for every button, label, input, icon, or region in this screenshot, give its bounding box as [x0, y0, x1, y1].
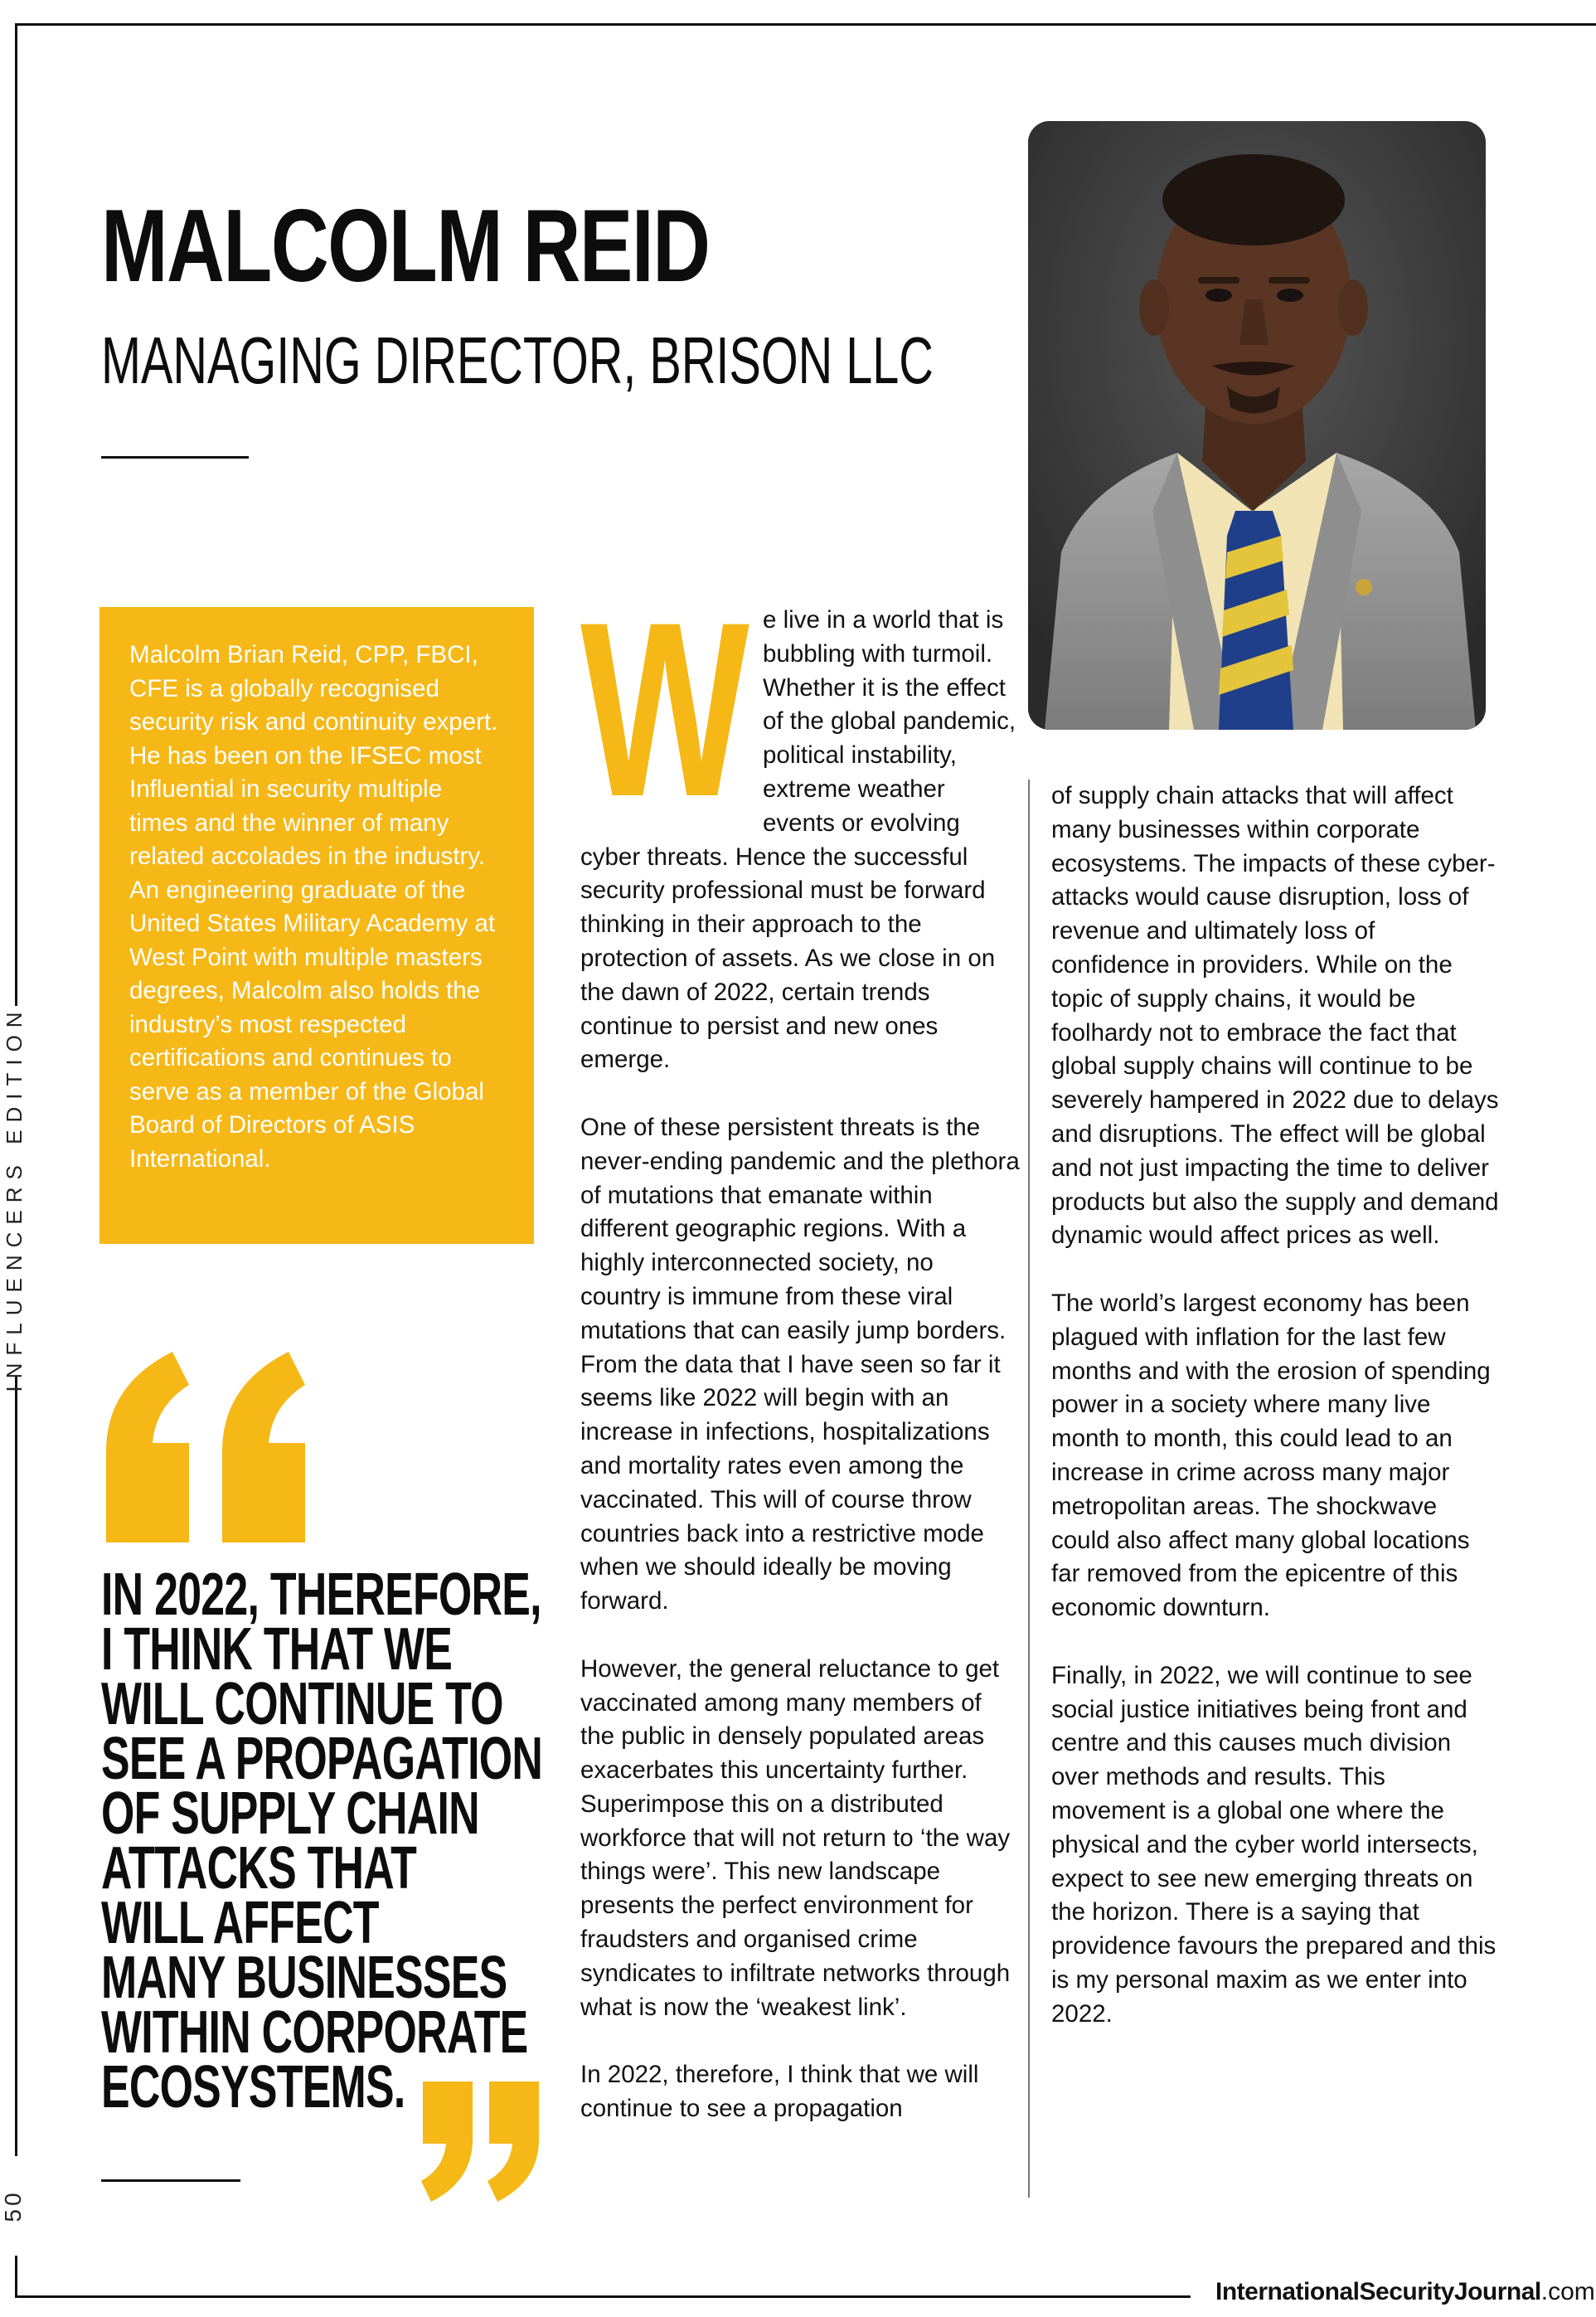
article-paragraph	[580, 570, 1020, 1077]
pull-quote-line: IN 2022, THEREFORE,	[101, 1562, 541, 1628]
frame-top-rule	[15, 23, 1596, 26]
article-paragraph: In 2022, therefore, I think that we will continue to see a propagation	[580, 2061, 979, 2123]
article-paragraph: One of these persistent threats is the never-ending pandemic and the plethora of mutations that emanate within different geographic regions. With a highly interconnected society, no country is immune from these viral mutations that can easily jump borders. From the data that I have seen so far it seems like 2022 will begin with an increase in infections, hospitalizations and mortality rates even among the vaccinated. This will of course throw countries back into a restrictive mode when we should ideally be moving forward.	[580, 1113, 1020, 1615]
edition-label: INFLUENCERS EDITION	[2, 1004, 27, 1392]
frame-bottom-rule	[15, 2295, 1191, 2298]
article-paragraph: of supply chain attacks that will affect many businesses within corporate ecosystems. The impacts of these cyber-attacks would cause disruption, loss of revenue and ultimately loss of confidence in providers. While on the topic of supply chains, it would be foolhardy not to embrace the fact that global supply chains will continue to be severely hampered in 2022 due to delays and disruptions. The effect will be global and not just impacting the time to deliver products but also the supply and demand dynamic would affect prices as well.	[1051, 782, 1499, 1250]
article-paragraph: However, the general reluctance to get vaccinated among many members of the public in densely populated areas exacerbates this uncertainty further. Superimpose this on a distributed workforce that will not return to ‘the way things were’. This new landscape presents the perfect environment for fraudsters and organised crime syndicates to infiltrate networks through what is now the ‘weakest link’.	[580, 1654, 1011, 2021]
pull-quote-line: I THINK THAT WE	[101, 1616, 453, 1683]
pull-quote-line: MANY BUSINESSES	[101, 1945, 507, 2011]
bio-box	[99, 607, 534, 1244]
footer-website-name: InternationalSecurityJournal	[1215, 2278, 1541, 2305]
pull-quote	[101, 1562, 543, 2120]
bio-text: Malcolm Brian Reid, CPP, FBCI, CFE is a globally recognised security risk and continuity expert. He has been on the IFSEC most Influential in security multiple times and the winner of many related accolades in the industry. An engineering graduate of the United States Military Academy at West Point with multiple masters degrees, Malcolm also holds the industry’s most respected certifications and continues to serve as a member of the Global Board of Directors of ASIS International.	[129, 641, 498, 1173]
pull-quote-line: ECOSYSTEMS.	[101, 2054, 405, 2120]
article-paragraph-text: e live in a world that is bubbling with turmoil. Whether it is the effect of the global pandemic, political instability, extreme weather events or evolving cyber threats. Hence the successful security professional must be forward thinking in their approach to the protection of assets. As we close in on the dawn of 2022, certain trends continue to persist and new ones emerge.	[580, 606, 1016, 1074]
pull-quote-line: ATTACKS THAT	[101, 1835, 417, 1902]
column-divider	[1028, 780, 1030, 2198]
pull-quote-line: OF SUPPLY CHAIN	[101, 1780, 479, 1847]
quote-divider	[101, 2179, 240, 2182]
pull-quote-line: WILL AFFECT	[101, 1890, 379, 1956]
page-number: 50	[0, 2189, 26, 2222]
portrait-photo	[1028, 121, 1486, 730]
person-role: MANAGING DIRECTOR, BRISON LLC	[101, 323, 934, 397]
article-paragraph: The world’s largest economy has been plagued with inflation for the last few months and with the erosion of spending power in a society where many live month to month, this could lead to an increase in crime across many major metropolitan areas. The shockwave could also affect many global locations far removed from the epicentre of this economic downturn.	[1051, 1289, 1491, 1622]
article-paragraph: Finally, in 2022, we will continue to see social justice initiatives being front and centre and this causes much division over methods and results. This movement is a global one where the physical and the cyber world intersects, expect to see new emerging threats on the horizon. There is a saying that providence favours the prepared and this is my personal maxim as we enter into 2022.	[1051, 1661, 1497, 2028]
footer-website[interactable]	[1215, 2278, 1595, 2311]
footer-website-suffix: .com	[1540, 2278, 1595, 2305]
frame-left-rule	[15, 2256, 17, 2297]
article-column-2	[1051, 780, 1499, 2031]
title-divider	[101, 456, 249, 459]
pull-quote-line: WILL CONTINUE TO	[101, 1671, 503, 1737]
drop-cap: W	[580, 570, 745, 848]
person-name: MALCOLM REID	[101, 189, 710, 304]
pull-quote-line: SEE A PROPAGATION	[101, 1726, 543, 1792]
article-column-1	[580, 570, 1020, 2126]
frame-left-rule	[15, 1377, 17, 2156]
opening-quote-icon	[98, 1335, 313, 1551]
portrait-illustration	[1028, 121, 1486, 730]
pull-quote-line: WITHIN CORPORATE	[101, 1999, 528, 2066]
frame-left-rule	[15, 23, 17, 1006]
